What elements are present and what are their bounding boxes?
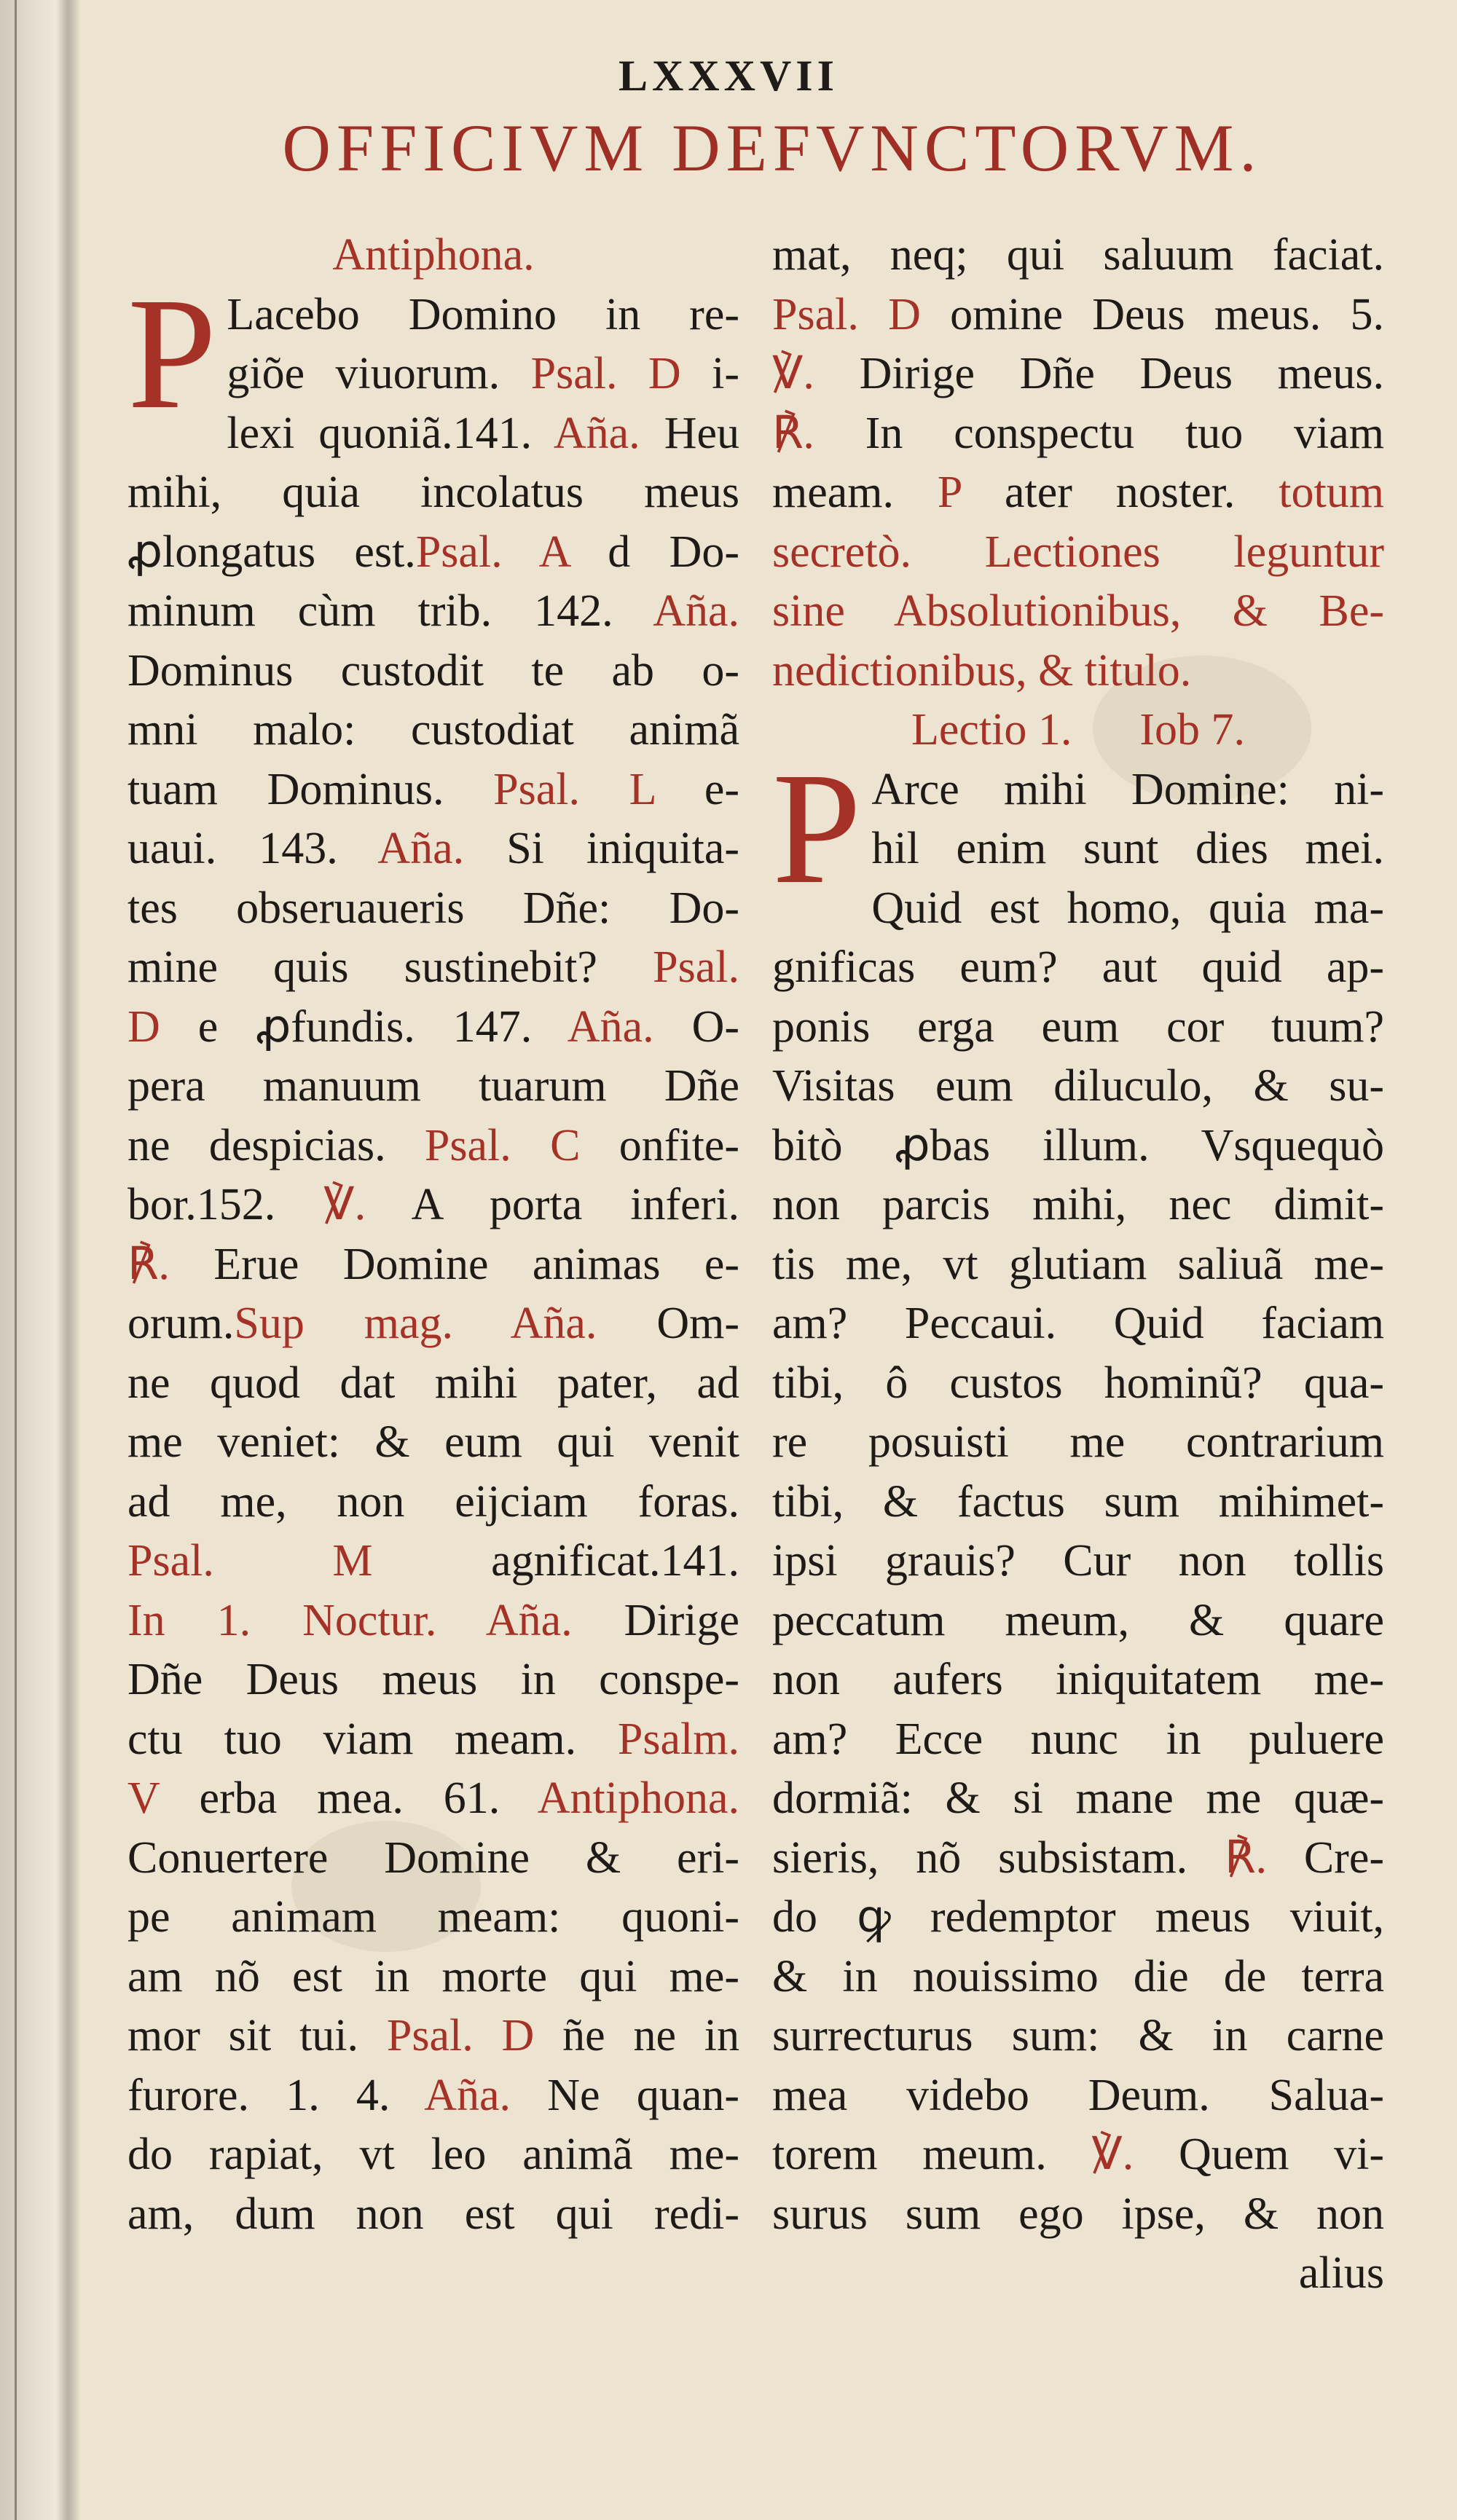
text-line (772, 1532, 1384, 1591)
rubric-text: Aña. (553, 408, 640, 458)
rubric-text: ℟. (1225, 1832, 1267, 1883)
body-text: uaui. 143. (127, 824, 378, 873)
body-text: i- (680, 349, 739, 398)
text-line (772, 1888, 1384, 1948)
body-text: pe animam meam: quoni- (127, 1892, 739, 1942)
text-line (127, 1354, 739, 1414)
rubric-text: ℣. (323, 1180, 366, 1229)
text-line (772, 1650, 1384, 1710)
body-text: meam. (772, 468, 938, 517)
text-line (772, 1473, 1384, 1532)
text-line (772, 2185, 1384, 2245)
text-line (772, 938, 1384, 998)
body-text: am? Peccaui. Quid faciam (772, 1299, 1384, 1348)
text-line (227, 344, 739, 404)
text-line (127, 1829, 739, 1889)
text-line (772, 1591, 1384, 1651)
rubric-text: Psal. M (127, 1536, 373, 1586)
text-line (127, 1650, 739, 1710)
text-line (127, 1769, 739, 1829)
body-text: re posuisti me contrarium (772, 1417, 1384, 1467)
body-text: non aufers iniquitatem me- (772, 1655, 1384, 1704)
body-text: onfite- (580, 1120, 739, 1170)
body-text: hil enim sunt dies mei. (871, 824, 1384, 873)
rubric-text: In 1. Noctur. Aña. (127, 1595, 573, 1645)
text-line (127, 938, 739, 998)
rubric-text: totum (1279, 468, 1384, 517)
text-line (127, 2066, 739, 2126)
rubric-text: Sup mag. Aña. (234, 1299, 597, 1348)
text-line (772, 463, 1384, 523)
rubric-text: Antiphona. (332, 230, 535, 280)
rubric-text: ℟. (772, 408, 814, 458)
rubric-text: Psal. D (772, 289, 921, 339)
body-text: am? Ecce nunc in puluere (772, 1714, 1384, 1764)
body-text: agnificat.141. (372, 1536, 739, 1586)
text-line (127, 226, 739, 286)
text-line (772, 701, 1384, 760)
body-text: Si iniquita- (464, 824, 739, 873)
rubric-text: ℣. (1091, 2130, 1134, 2179)
text-line (772, 998, 1384, 1058)
text-line (772, 1413, 1384, 1473)
text-line (772, 523, 1384, 583)
running-title: OFFICIVM DEFVNCTORVM. (282, 111, 1262, 185)
body-text: In conspectu tuo viam (814, 408, 1384, 458)
text-line (127, 1532, 739, 1591)
rubric-text: Psal. D (530, 349, 681, 398)
rubric-text: Aña. (377, 824, 465, 873)
body-text: non parcis mihi, nec dimit- (772, 1180, 1384, 1229)
text-line (127, 1235, 739, 1295)
text-line (772, 404, 1384, 464)
body-text: ꝓlongatus est. (127, 527, 416, 577)
text-line (772, 2007, 1384, 2066)
rubric-text: D (127, 1001, 160, 1052)
text-line (127, 2185, 739, 2245)
drop-capital: P (127, 264, 217, 442)
body-text: Visitas eum diluculo, & su- (772, 1061, 1384, 1111)
text-line (772, 642, 1384, 701)
rubric-text: Psal. (653, 942, 739, 992)
body-text: mor sit tui. (127, 2011, 387, 2060)
body-text: Dominus custodit te ab o- (127, 645, 739, 696)
body-text: tis me, vt glutiam saliuã me- (772, 1239, 1384, 1289)
text-line (772, 1294, 1384, 1354)
text-line (127, 2125, 739, 2185)
body-text: Erue Domine animas e- (169, 1239, 739, 1289)
text-line (772, 1117, 1384, 1176)
body-text: am, dum non est qui redi- (127, 2189, 739, 2239)
text-line (772, 2125, 1384, 2185)
text-line (127, 1473, 739, 1532)
text-line (772, 1948, 1384, 2007)
text-line (871, 879, 1384, 939)
body-text: tuam Dominus. (127, 764, 494, 814)
body-text: mihi, quia incolatus meus (127, 468, 739, 517)
body-text: gnificas eum? aut quid ap- (772, 942, 1384, 992)
body-text: Quid est homo, quia ma- (871, 883, 1384, 933)
body-text: surrecturus sum: & in carne (772, 2011, 1384, 2060)
body-text: Heu (640, 408, 739, 458)
body-text: ne despicias. (127, 1120, 425, 1170)
body-text: mat, neq; qui saluum faciat. (772, 230, 1384, 280)
body-text: e- (655, 764, 739, 814)
rubric-text: ℟. (127, 1239, 170, 1289)
rubric-text: Antiphona. (537, 1773, 739, 1823)
body-text: mine quis sustinebit? (127, 942, 653, 992)
body-text: peccatum meum, & quare (772, 1595, 1384, 1645)
body-text: do rapiat, vt leo animã me- (127, 2130, 739, 2179)
body-text: bor.152. (127, 1180, 324, 1229)
body-text: ponis erga eum cor tuum? (772, 1001, 1384, 1052)
body-text: Cre- (1266, 1832, 1384, 1883)
body-text: furore. 1. 4. (127, 2070, 425, 2120)
text-line (127, 1888, 739, 1948)
rubric-text: Psalm. (617, 1714, 739, 1764)
rubric-text: Psal. C (424, 1120, 581, 1170)
text-line (127, 2007, 739, 2066)
body-text: A porta inferi. (366, 1180, 739, 1229)
body-text: tes obseruaueris Dñe: Do- (127, 883, 739, 933)
body-text: bitò ꝓbas illum. Vsquequò (772, 1120, 1384, 1170)
text-line (772, 1710, 1384, 1770)
body-text: lexi quoniã.141. (227, 408, 554, 458)
rubric-text: P (937, 468, 962, 517)
body-text: pera manuum tuarum Dñe (127, 1061, 739, 1111)
folio-number: LXXXVII (618, 52, 839, 100)
text-line (127, 1294, 739, 1354)
body-text: ctu tuo viam meam. (127, 1714, 618, 1764)
body-text: & in nouissimo die de terra (772, 1951, 1384, 2001)
body-text: surus sum ego ipse, & non (772, 2189, 1384, 2239)
rubric-text: sine Absolutionibus, & Be- (772, 586, 1384, 636)
left-text-column (127, 226, 739, 2244)
rubric-text: secretò. Lectiones leguntur (772, 527, 1384, 577)
body-text: ad me, non eijciam foras. (127, 1476, 739, 1527)
text-line (127, 998, 739, 1058)
body-text: erba mea. 61. (159, 1773, 538, 1823)
drop-capital: P (772, 739, 862, 917)
text-line (772, 2244, 1384, 2304)
rubric-text: Lectio 1. Iob 7. (911, 705, 1245, 755)
body-text: mea videbo Deum. Salua- (772, 2070, 1384, 2120)
body-text: am nõ est in morte qui me- (127, 1951, 739, 2001)
text-line (127, 1948, 739, 2007)
text-line (772, 1235, 1384, 1295)
text-line (772, 1176, 1384, 1235)
right-text-column (772, 226, 1384, 2304)
text-line (127, 1591, 739, 1651)
body-text: me veniet: & eum qui venit (127, 1417, 739, 1467)
text-line (772, 286, 1384, 345)
body-text: e ꝓfundis. 147. (160, 1001, 568, 1052)
text-line (127, 582, 739, 642)
body-text: Lacebo Domino in re- (227, 289, 739, 339)
body-text: mni malo: custodiat animã (127, 705, 739, 755)
body-text: minum cùm trib. 142. (127, 586, 653, 636)
text-line (772, 1354, 1384, 1414)
text-line (127, 642, 739, 701)
body-text: do ꝙ redemptor meus viuit, (772, 1892, 1384, 1942)
text-line (127, 819, 739, 879)
text-line (127, 701, 739, 760)
body-text: alius (1298, 2248, 1384, 2298)
body-text: tibi, & factus sum mihimet- (772, 1476, 1384, 1527)
body-text: Conuertere Domine & eri- (127, 1832, 739, 1883)
text-line (127, 463, 739, 523)
text-line (871, 819, 1384, 879)
body-text: d Do- (568, 527, 739, 577)
body-text: Om- (597, 1299, 739, 1348)
text-line (772, 344, 1384, 404)
rubric-text: Aña. (424, 2070, 511, 2120)
body-text: sieris, nõ subsistam. (772, 1832, 1225, 1883)
text-line (127, 879, 739, 939)
rubric-text: Aña. (567, 1001, 654, 1052)
book-gutter (0, 0, 80, 2520)
body-text: ñe ne in (534, 2011, 739, 2060)
body-text: ater noster. (961, 468, 1279, 517)
body-text: Dirige Dñe Deus meus. (814, 349, 1384, 398)
body-text: tibi, ô custos hominũ? qua- (772, 1358, 1384, 1408)
rubric-text: nedictionibus, & titulo. (772, 645, 1192, 696)
rubric-text: Psal. L (493, 764, 656, 814)
text-line (772, 582, 1384, 642)
text-line (127, 1413, 739, 1473)
text-line (772, 2066, 1384, 2126)
body-text: torem meum. (772, 2130, 1092, 2179)
text-line (127, 523, 739, 583)
body-text: ipsi grauis? Cur non tollis (772, 1536, 1384, 1586)
body-text: Dñe Deus meus in conspe- (127, 1655, 739, 1704)
text-line (772, 1769, 1384, 1829)
body-text: ne quod dat mihi pater, ad (127, 1358, 739, 1408)
text-line (772, 226, 1384, 286)
body-text: Ne quan- (511, 2070, 739, 2120)
body-text: omine Deus meus. 5. (920, 289, 1384, 339)
body-text: giõe viuorum. (227, 349, 531, 398)
body-text: O- (653, 1001, 739, 1052)
text-line (772, 1057, 1384, 1117)
text-line (127, 1057, 739, 1117)
text-line (127, 760, 739, 820)
rubric-text: ℣. (772, 349, 814, 398)
text-line (127, 1176, 739, 1235)
body-text: Dirige (572, 1595, 739, 1645)
body-text: dormiã: & si mane me quæ- (772, 1773, 1384, 1823)
body-text: Quem vi- (1134, 2130, 1384, 2179)
text-line (127, 1710, 739, 1770)
gutter-line (15, 0, 17, 2520)
rubric-text: V (127, 1773, 160, 1823)
rubric-text: Psal. D (386, 2011, 535, 2060)
text-line (127, 1117, 739, 1176)
text-line (227, 404, 739, 464)
rubric-text: Psal. A (415, 527, 569, 577)
rubric-text: Aña. (653, 586, 739, 636)
text-line (772, 1829, 1384, 1889)
body-text: Arce mihi Domine: ni- (871, 764, 1384, 814)
body-text: orum. (127, 1299, 235, 1348)
